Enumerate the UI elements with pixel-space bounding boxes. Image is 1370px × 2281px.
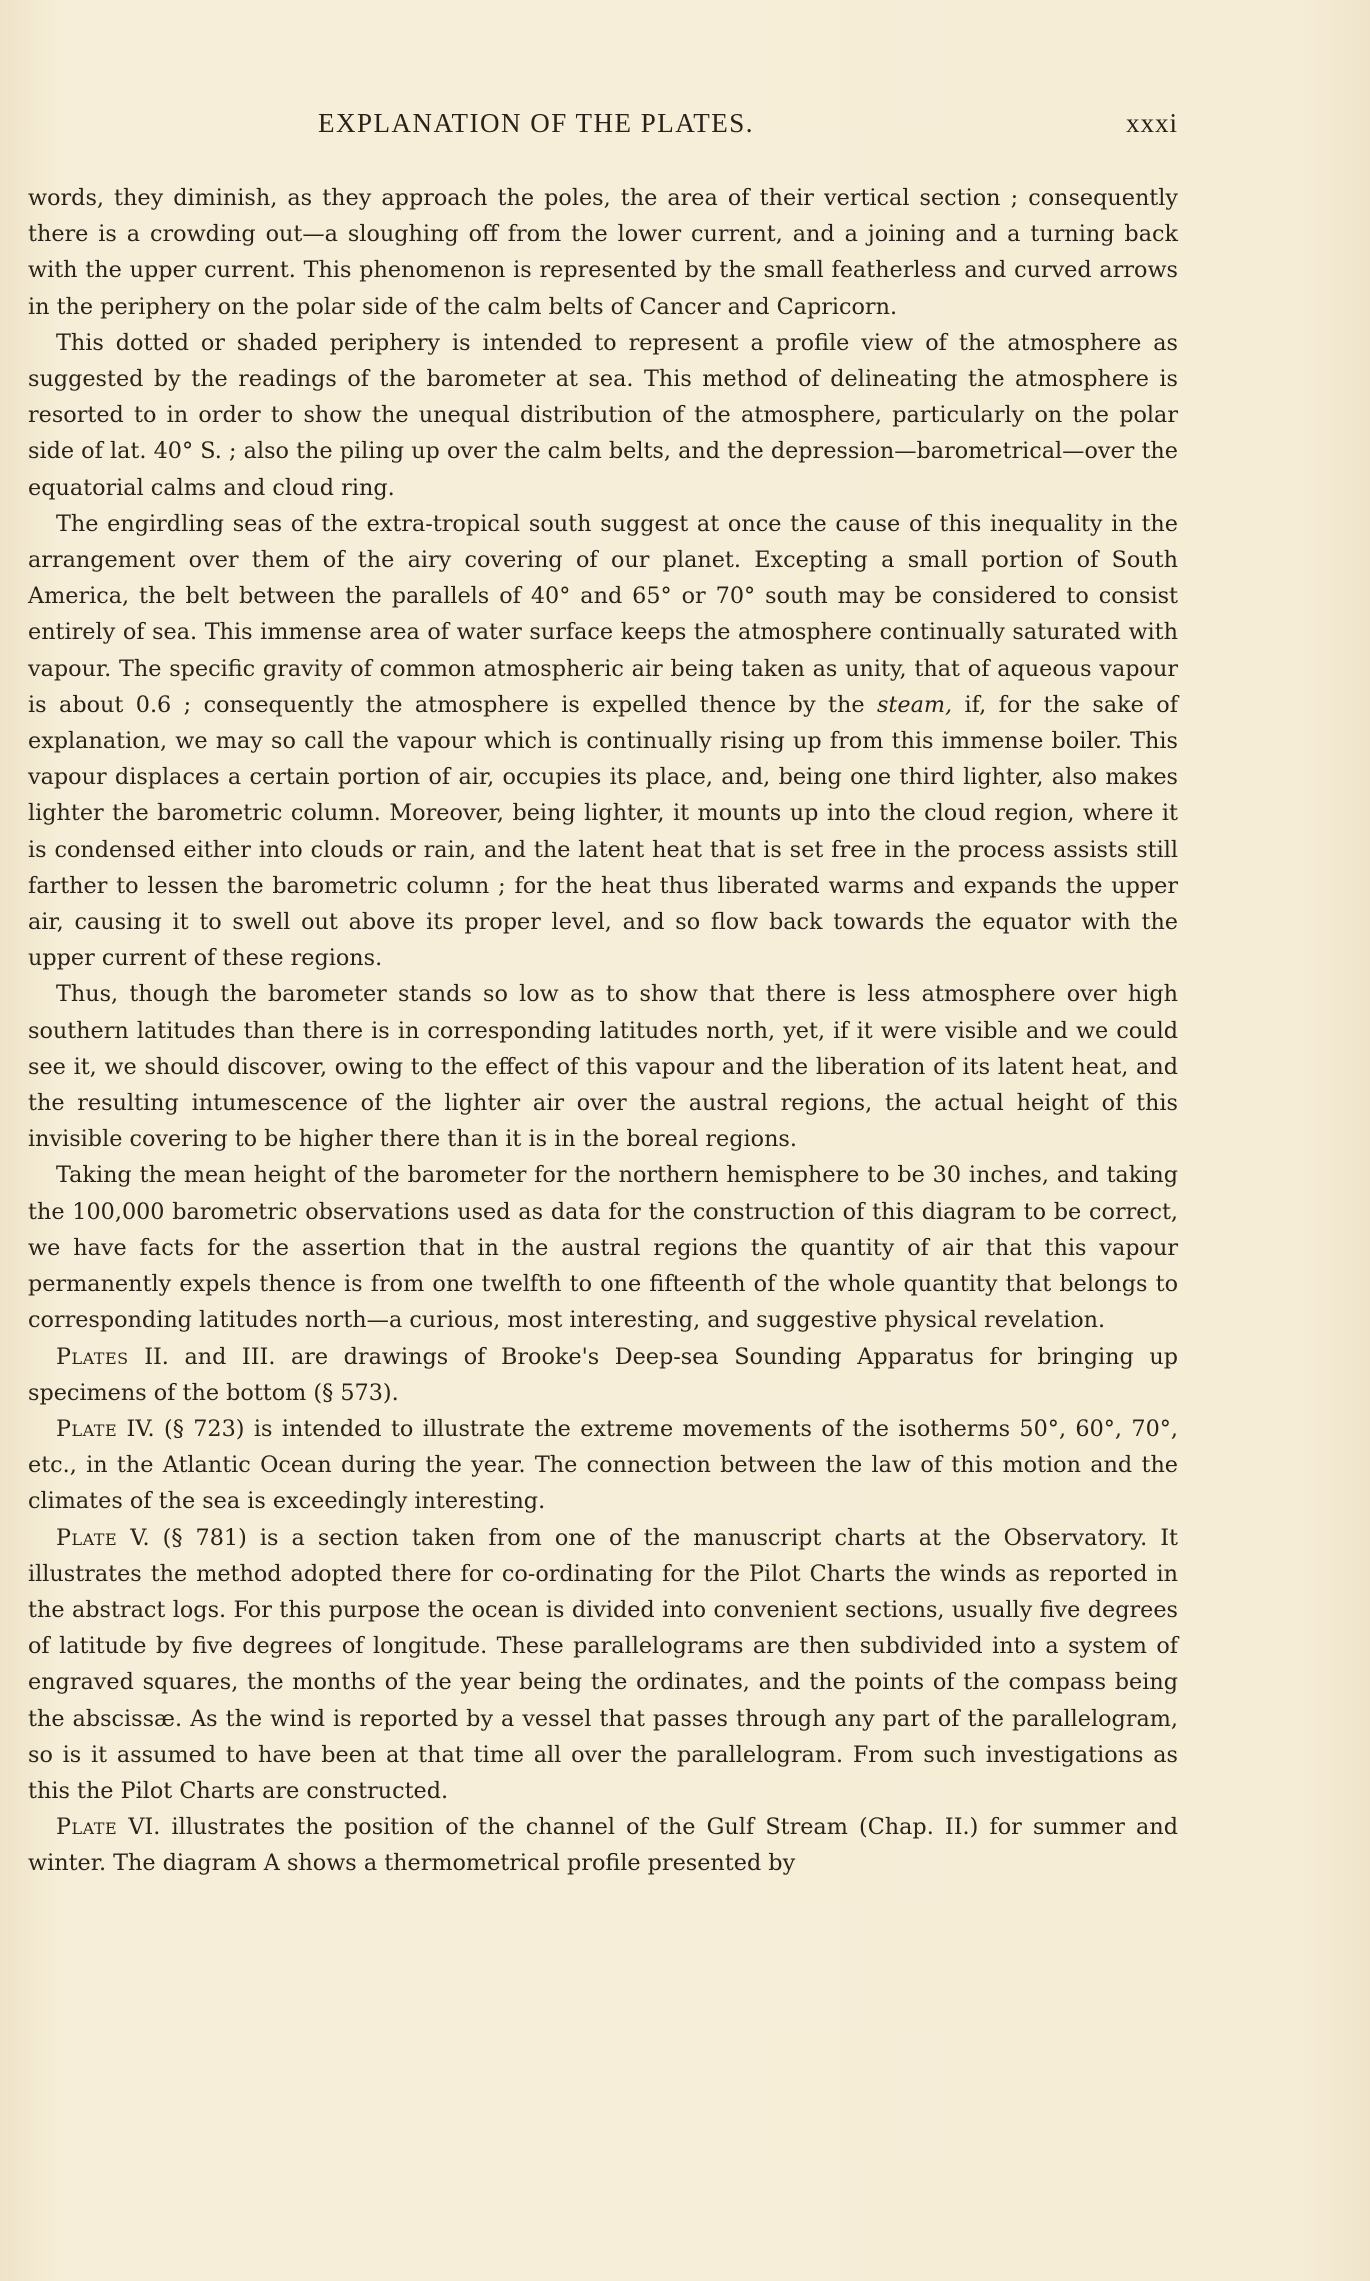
paragraph — [28, 325, 1178, 506]
plate-lead-word: Plate — [56, 1524, 118, 1551]
paragraph-text-continued: if, for the sake of explanation, we may so call the vapour which is continually rising up from this immense boiler. This vapour displaces a certain portion of air, occupies its place, and, being one third lighter, also makes lighter the barometric column. Moreover, being lighter, it mounts up into the cloud region, where it is condensed either into clouds or rain, and the latent heat that is set free in the process assists still farther to lessen the barometric column ; for the heat thus liberated warms and expands the upper air, causing it to swell out above its proper level, and so flow back towards the equator with the upper current of these regions. — [28, 691, 1178, 972]
plate-lead-word: Plate — [56, 1415, 118, 1442]
plate-lead-word: Plate — [56, 1814, 118, 1841]
paragraph — [28, 976, 1178, 1157]
paragraph-plates-ii-iii — [28, 1339, 1178, 1411]
paragraph-text: The engirdling seas of the extra-tropical south suggest at once the cause of this inequality in the arrangement over them of the airy covering of our planet. Excepting a small portion of South America, the belt between the parallels of 40° and 65° or 70° south may be considered to consist entirely of sea. This immense area of water surface keeps the atmosphere continually saturated with vapour. The specific gravity of common atmospheric air being taken as unity, that of aqueous vapour is about 0.6 ; consequently the atmosphere is expelled thence by the — [28, 510, 1178, 718]
paragraph-text: II. and III. are drawings of Brooke's Deep-sea Sounding Apparatus for bringing up specimens of the bottom (§ 573). — [28, 1343, 1178, 1406]
paragraph — [28, 506, 1178, 977]
paragraph-text: IV. (§ 723) is intended to illustrate the extreme movements of the isotherms 50°, 60°, 70°, etc., in the Atlantic Ocean during the year. The connection between the law of this motion and the climates of the sea is exceedingly interesting. — [28, 1415, 1178, 1515]
paragraph-text: Taking the mean height of the barometer for the northern hemisphere to be 30 inches, and taking the 100,000 barometric observations used as data for the construction of this diagram to be correct, we have facts for the assertion that in the austral regions the quantity of air that this vapour permanently expels thence is from one twelfth to one fifteenth of the whole quantity that belongs to corresponding latitudes north—a curious, most interesting, and suggestive physical revelation. — [28, 1162, 1178, 1334]
plate-lead-word: Plates — [56, 1343, 129, 1370]
paragraph-plate-vi — [28, 1809, 1178, 1881]
paragraph-text: Thus, though the barometer stands so low as to show that there is less atmosphere over high southern latitudes than there is in corresponding latitudes north, yet, if it were visible and we could see it, we should discover, owing to the effect of this vapour and the liberation of its latent heat, and the resulting intumescence of the lighter air over the austral regions, the actual height of this invisible covering to be higher there than it is in the boreal regions. — [28, 981, 1178, 1153]
paragraph-text: V. (§ 781) is a section taken from one of the manuscript charts at the Observatory. It illustrates the method adopted there for co-ordinating for the Pilot Charts the winds as reported in the abstract logs. For this purpose the ocean is divided into convenient sections, usually five degrees of latitude by five degrees of longitude. These parallelograms are then subdivided into a system of engraved squares, the months of the year being the ordinates, and the points of the compass being the abscissæ. As the wind is reported by a vessel that passes through any part of the parallelogram, so is it assumed to have been at that time all over the parallelogram. From such investigations as this the Pilot Charts are constructed. — [28, 1524, 1178, 1804]
paragraph-text: VI. illustrates the position of the channel of the Gulf Stream (Chap. II.) for summer and winter. The diagram A shows a thermometrical profile presented by — [28, 1814, 1178, 1877]
body-text — [28, 180, 1178, 1882]
paragraph — [28, 1157, 1178, 1338]
page-header — [28, 108, 1178, 148]
paragraph-plate-iv — [28, 1411, 1178, 1520]
paragraph-plate-v — [28, 1520, 1178, 1810]
italic-term: steam, — [876, 691, 953, 718]
paragraph-text: This dotted or shaded periphery is intended to represent a profile view of the atmosphere as suggested by the readings of the barometer at sea. This method of delineating the atmosphere is resorted to in order to show the unequal distribution of the atmosphere, particularly on the polar side of lat. 40° S. ; also the piling up over the calm belts, and the depression—barometrical—over the equatorial calms and cloud ring. — [28, 329, 1178, 501]
paragraph-text: words, they diminish, as they approach the poles, the area of their vertical section ; consequently there is a crowding out—a sloughing off from the lower current, and a joining and a turning back with the upper current. This phenomenon is represented by the small featherless and curved arrows in the periphery on the polar side of the calm belts of Cancer and Capricorn. — [28, 185, 1178, 320]
running-head: EXPLANATION OF THE PLATES. — [318, 108, 755, 138]
paragraph — [28, 180, 1178, 325]
page-number: xxxi — [1125, 108, 1178, 138]
